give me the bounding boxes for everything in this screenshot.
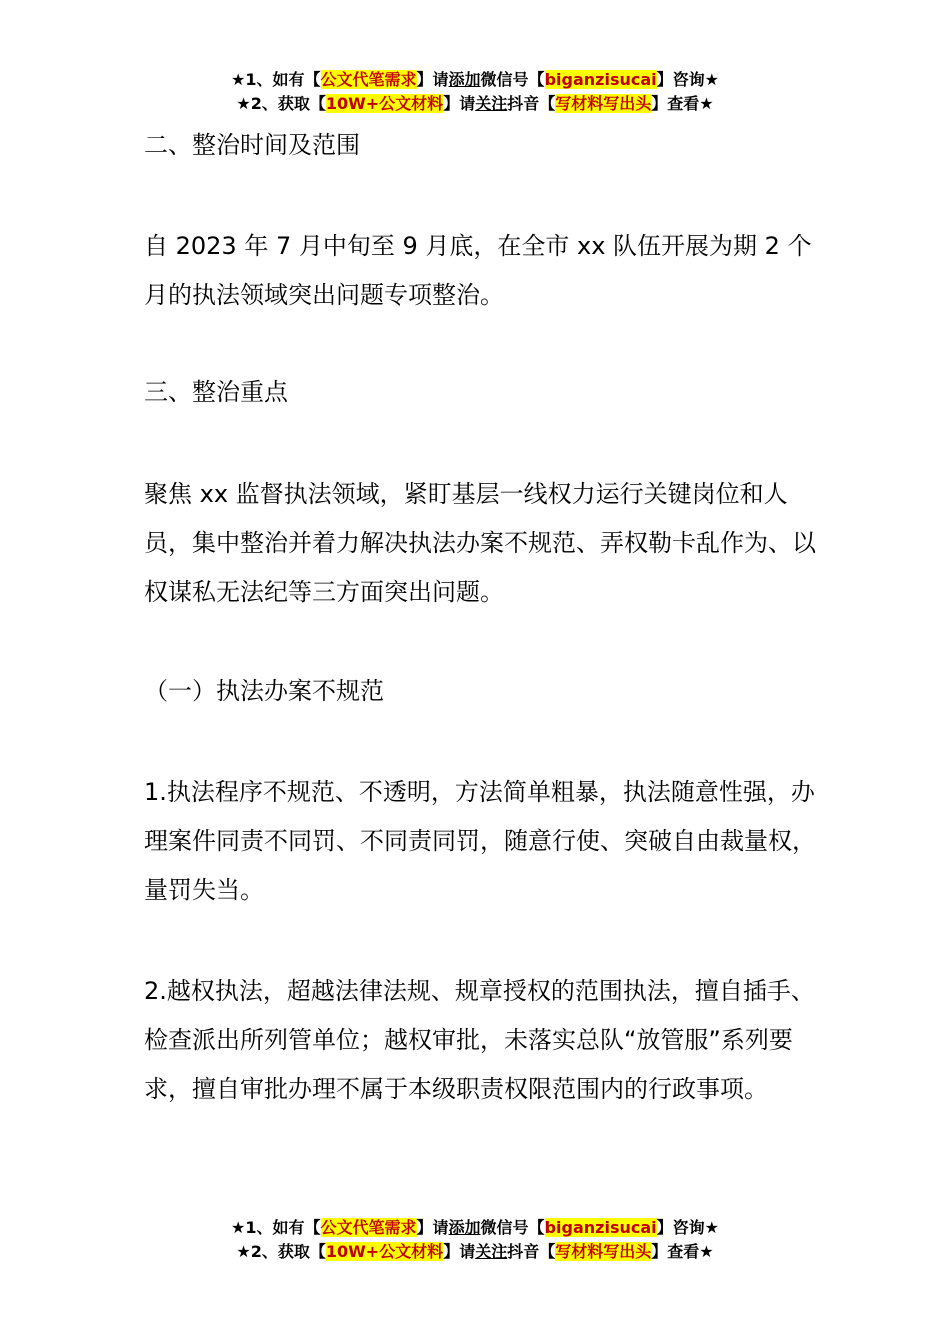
banner-line-2 [0, 1240, 950, 1264]
banner-highlight: 公文代笔需求 [320, 1218, 417, 1237]
banner-text: 】咨询★ [656, 1218, 719, 1237]
banner-highlight: biganzisucai [544, 1218, 657, 1237]
banner-highlight: 10W+公文材料 [325, 94, 444, 113]
banner-text: 】咨询★ [656, 70, 719, 89]
banner-text: 微信号【 [480, 70, 545, 89]
banner-highlight: 写材料写出头 [555, 94, 652, 113]
banner-text: 】查看★ [651, 94, 714, 113]
list-item: 1.执法程序不规范、不透明，方法简单粗暴，执法随意性强，办理案件同责不同罚、不同责同罚，随意行使、突破自由裁量权，量罚失当。 [144, 778, 816, 904]
banner-text: 】请 [443, 1242, 476, 1261]
banner-text: 抖音【 [507, 1242, 556, 1261]
banner-text: 】查看★ [651, 1242, 714, 1261]
section-heading: 三、整治重点 [144, 378, 288, 406]
banner-text: 】请 [416, 1218, 449, 1237]
banner-text: ★1、如有【 [231, 1218, 321, 1237]
banner-text: 】请 [416, 70, 449, 89]
banner-line-1 [0, 1216, 950, 1240]
banner-underline: 关注 [475, 1242, 508, 1261]
subsection-heading: （一）执法办案不规范 [144, 677, 384, 705]
section-heading: 二、整治时间及范围 [144, 131, 360, 159]
banner-highlight: biganzisucai [544, 70, 657, 89]
banner-highlight: 公文代笔需求 [320, 70, 417, 89]
banner-line-1 [0, 68, 950, 92]
banner-highlight: 10W+公文材料 [325, 1242, 444, 1261]
banner-text: ★2、获取【 [236, 1242, 326, 1261]
banner-text: ★2、获取【 [236, 94, 326, 113]
banner-text: 抖音【 [507, 94, 556, 113]
banner-text: 微信号【 [480, 1218, 545, 1237]
paragraph: 自 2023 年 7 月中旬至 9 月底，在全市 xx 队伍开展为期 2 个月的执法领域突出问题专项整治。 [144, 232, 812, 309]
list-item: 2.越权执法，超越法律法规、规章授权的范围执法，擅自插手、检查派出所列管单位；越权审批，未落实总队“放管服”系列要求，擅自审批办理不属于本级职责权限范围内的行政事项。 [144, 977, 815, 1103]
banner-underline: 关注 [475, 94, 508, 113]
banner-highlight: 写材料写出头 [555, 1242, 652, 1261]
paragraph: 聚焦 xx 监督执法领域，紧盯基层一线权力运行关键岗位和人员，集中整治并着力解决执法办案不规范、弄权勒卡乱作为、以权谋私无法纪等三方面突出问题。 [144, 480, 816, 606]
bottom-banner [0, 1216, 950, 1264]
banner-text: ★1、如有【 [231, 70, 321, 89]
banner-line-2 [0, 92, 950, 116]
top-banner [0, 68, 950, 116]
banner-underline: 添加 [448, 1218, 481, 1237]
banner-underline: 添加 [448, 70, 481, 89]
banner-text: 】请 [443, 94, 476, 113]
